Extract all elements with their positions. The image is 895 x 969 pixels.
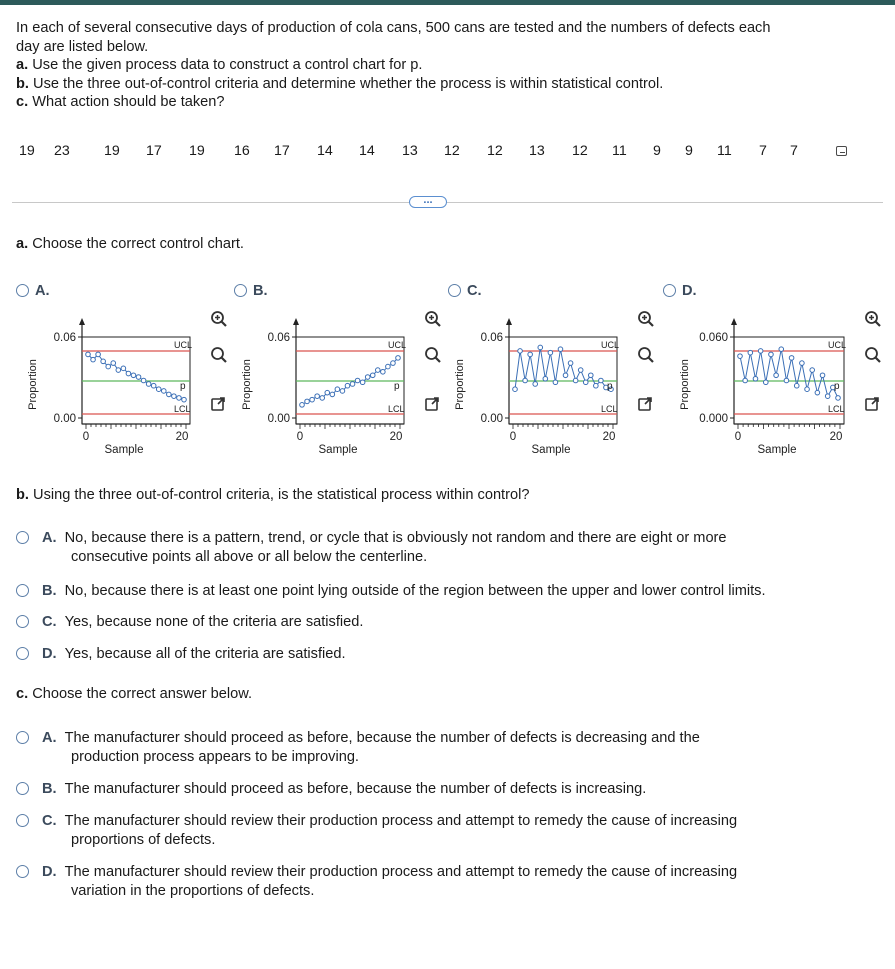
- option-letter: C.: [42, 614, 57, 630]
- lcl-label: LCL: [828, 404, 845, 414]
- part-b-prefix: b.: [16, 75, 29, 92]
- pbar-label: p: [834, 381, 840, 392]
- data-point: [779, 347, 784, 352]
- option-line-2: variation in the proportions of defects.: [71, 883, 315, 899]
- y-tick-label-bottom: 0.00: [480, 413, 503, 425]
- y-axis-label: Proportion: [454, 359, 466, 410]
- y-tick-label-top: 0.06: [267, 332, 290, 344]
- option-text: [42, 582, 766, 601]
- y-axis-label: Proportion: [241, 359, 253, 410]
- option-letter: D.: [42, 864, 57, 880]
- defect-count: 17: [146, 143, 162, 159]
- option-text: [42, 780, 646, 799]
- pbar-label: p: [607, 381, 613, 392]
- defect-count: 19: [19, 143, 35, 159]
- defect-count: 19: [189, 143, 205, 159]
- y-tick-label-bottom: 0.00: [53, 413, 76, 425]
- option-text: [42, 645, 346, 664]
- lcl-label: LCL: [388, 404, 405, 414]
- data-point: [753, 376, 758, 381]
- data-point: [805, 387, 810, 392]
- defect-count: 11: [717, 143, 732, 159]
- y-axis-label: Proportion: [679, 359, 691, 410]
- radio-button[interactable]: [16, 531, 29, 544]
- data-point: [794, 383, 799, 388]
- data-point: [763, 380, 768, 385]
- part-a-prompt-prefix: a.: [16, 236, 29, 252]
- option-line-2: proportions of defects.: [71, 832, 216, 848]
- radio-button[interactable]: [16, 584, 29, 597]
- defect-count: 14: [317, 143, 333, 159]
- option-line-1: No, because there is at least one point lying outside of the region between the upper and lower control limits.: [64, 583, 766, 599]
- option-text: [42, 812, 737, 831]
- part-a-prompt-text: Choose the correct control chart.: [32, 236, 244, 252]
- defect-count: 9: [685, 143, 693, 159]
- lcl-label: LCL: [601, 404, 618, 414]
- y-tick-label-top: 0.06: [53, 332, 76, 344]
- defect-count: 7: [759, 143, 767, 159]
- x-axis-label: Sample: [531, 444, 571, 456]
- part-b-prompt-prefix: b.: [16, 487, 29, 503]
- defect-count: 19: [104, 143, 120, 159]
- data-point: [820, 373, 825, 378]
- defect-count: 12: [487, 143, 503, 159]
- part-c-prompt-text: Choose the correct answer below.: [32, 686, 253, 702]
- zoom-out-icon[interactable]: [864, 346, 882, 364]
- ucl-label: UCL: [388, 340, 407, 350]
- ucl-label: UCL: [828, 340, 847, 350]
- option-line-1: The manufacturer should proceed as before, because the number of defects is decreasing and the: [64, 730, 700, 746]
- option-letter: B.: [253, 283, 268, 299]
- data-point: [800, 361, 805, 366]
- intro-line-1: In each of several consecutive days of production of cola cans, 500 cans are tested and the numbers of defects each: [16, 20, 771, 36]
- option-line-1: The manufacturer should review their production process and attempt to remedy the cause of increasing: [64, 864, 738, 880]
- data-point: [758, 349, 763, 354]
- part-a-text: Use the given process data to construct a control chart for p.: [32, 57, 423, 73]
- option-text: [42, 863, 737, 882]
- x-tick-label-20: 20: [602, 431, 616, 443]
- option-letter: A.: [42, 530, 57, 546]
- x-tick-label-20: 20: [829, 431, 843, 443]
- option-text: [42, 729, 700, 748]
- data-point: [789, 356, 794, 361]
- defect-count: 12: [444, 143, 460, 159]
- x-tick-label-0: 0: [296, 431, 304, 443]
- intro-line-2: day are listed below.: [16, 38, 149, 55]
- option-line-2: production process appears to be improving.: [71, 749, 359, 765]
- ucl-label: UCL: [601, 340, 620, 350]
- data-point: [743, 378, 748, 383]
- defect-count: 7: [790, 143, 798, 159]
- radio-button[interactable]: [16, 647, 29, 660]
- data-point: [810, 368, 815, 373]
- option-letter: D.: [42, 646, 57, 662]
- radio-button[interactable]: [16, 782, 29, 795]
- x-tick-label-0: 0: [82, 431, 90, 443]
- x-tick-label-0: 0: [734, 431, 742, 443]
- x-axis-label: Sample: [318, 444, 358, 456]
- y-axis-label: Proportion: [27, 359, 39, 410]
- option-line-1: The manufacturer should review their production process and attempt to remedy the cause of increasing: [64, 813, 738, 829]
- part-c-text: What action should be taken?: [32, 94, 225, 110]
- option-letter: D.: [682, 283, 697, 299]
- more-button[interactable]: ...: [409, 196, 447, 208]
- y-tick-label-top: 0.060: [699, 332, 728, 344]
- x-axis-label: Sample: [757, 444, 797, 456]
- part-b-prompt: [16, 487, 529, 503]
- option-line-1: Yes, because none of the criteria are satisfied.: [64, 614, 364, 630]
- data-point: [815, 390, 820, 395]
- option-line-1: Yes, because all of the criteria are satisfied.: [64, 646, 346, 662]
- option-letter: A.: [42, 730, 57, 746]
- option-text: [42, 529, 727, 548]
- radio-button[interactable]: [16, 865, 29, 878]
- y-tick-label-bottom: 0.00: [267, 413, 290, 425]
- option-letter: B.: [42, 583, 57, 599]
- radio-button[interactable]: [16, 615, 29, 628]
- pbar-label: p: [394, 381, 400, 392]
- defect-count: 12: [572, 143, 588, 159]
- option-letter: C.: [42, 813, 57, 829]
- data-point: [748, 350, 753, 355]
- data-point: [836, 396, 841, 401]
- x-tick-label-20: 20: [175, 431, 189, 443]
- defect-count: 14: [359, 143, 375, 159]
- option-line-2: consecutive points all above or all below the centerline.: [71, 549, 428, 565]
- open-new-window-icon[interactable]: [864, 396, 882, 414]
- lcl-label: LCL: [174, 404, 191, 414]
- x-axis-label: Sample: [104, 444, 144, 456]
- part-b-prompt-text: Using the three out-of-control criteria, is the statistical process within control?: [33, 487, 530, 503]
- defect-count: 23: [54, 143, 70, 159]
- pbar-label: p: [180, 381, 186, 392]
- x-tick-label-0: 0: [509, 431, 517, 443]
- defect-count: 13: [402, 143, 418, 159]
- defect-count: 17: [274, 143, 290, 159]
- part-c-prefix: c.: [16, 94, 29, 110]
- defect-count: 9: [653, 143, 661, 159]
- defect-count: 11: [612, 143, 627, 159]
- ucl-label: UCL: [174, 340, 193, 350]
- part-c-prompt-prefix: c.: [16, 686, 29, 702]
- radio-button[interactable]: [16, 731, 29, 744]
- option-letter: B.: [42, 781, 57, 797]
- y-tick-label-bottom: 0.000: [699, 413, 728, 425]
- part-b-text: Use the three out-of-control criteria and determine whether the process is within statistical control.: [33, 75, 664, 92]
- option-line-1: The manufacturer should proceed as before, because the number of defects is increasing.: [64, 781, 647, 797]
- zoom-in-icon[interactable]: [864, 310, 882, 328]
- y-axis-arrow: [731, 318, 737, 325]
- radio-button[interactable]: [16, 814, 29, 827]
- option-text: [42, 613, 363, 632]
- data-point: [825, 394, 830, 399]
- option-letter: C.: [467, 283, 482, 299]
- option-letter: A.: [35, 283, 50, 299]
- data-point: [784, 378, 789, 383]
- data-point: [738, 354, 743, 359]
- data-point: [774, 373, 779, 378]
- defect-count: 16: [234, 143, 250, 159]
- x-tick-label-20: 20: [389, 431, 403, 443]
- y-tick-label-top: 0.06: [480, 332, 503, 344]
- part-c-prompt: [16, 686, 252, 702]
- data-point: [769, 352, 774, 357]
- defect-count: 13: [529, 143, 545, 159]
- part-a-prefix: a.: [16, 57, 29, 73]
- option-line-1: No, because there is a pattern, trend, or cycle that is obviously not random and there are eight or more: [64, 530, 727, 546]
